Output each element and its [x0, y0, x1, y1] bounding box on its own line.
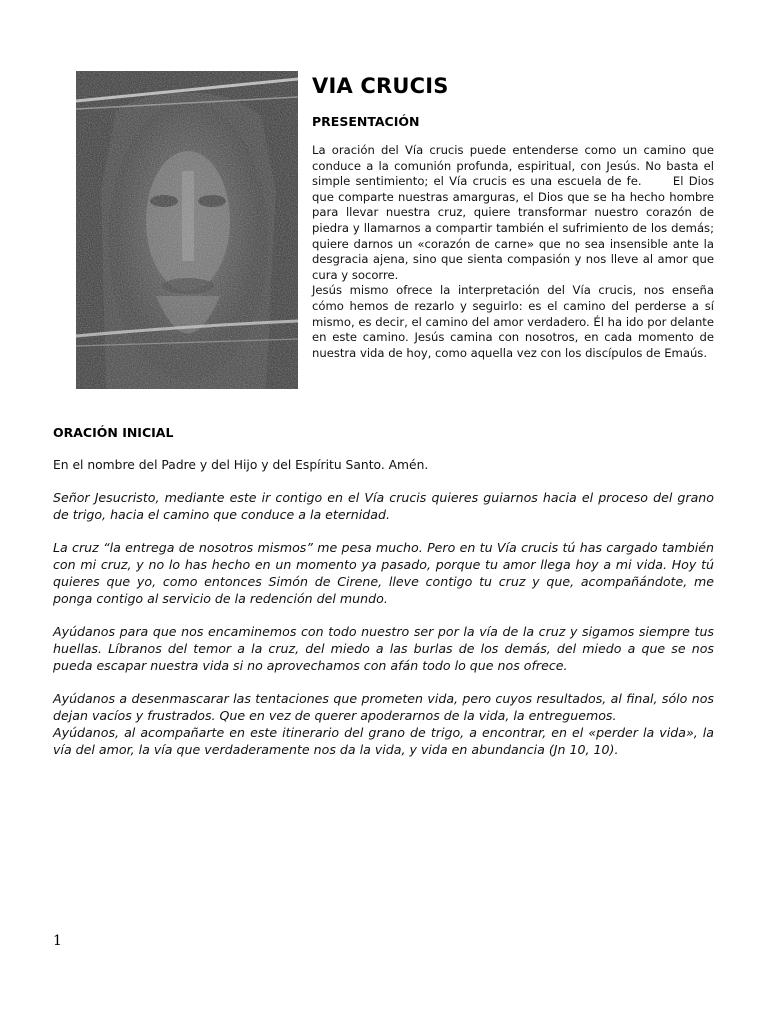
prayer-paragraph: Ayúdanos para que nos encaminemos con todo nuestro ser por la vía de la cruz y sigamos siempre tus huellas. Líbranos del temor a la cruz, del miedo a las burlas de los demás, del miedo a que se nos pueda escapar nuestra vida si no aprovechamos con afán todo lo que nos ofrece. [53, 624, 714, 673]
presentation-paragraph: Jesús mismo ofrece la interpretación del Vía crucis, nos enseña cómo hemos de rezarlo y seguirlo: es el camino del perderse a sí mismo, es decir, el camino del amor verdadero. Él ha ido por delante en este camino. Jesús camina con nosotros, en cada momento de nuestra vida de hoy, como aquella vez con los discípulos de Emaús. [312, 283, 714, 360]
prayer-paragraph: Ayúdanos, al acompañarte en este itinerario del grano de trigo, a encontrar, en el «perder la vida», la vía del amor, la vía que verdaderamente nos da la vida, y vida en abundancia (Jn 10, 10). [53, 725, 714, 757]
presentation-paragraph: La oración del Vía crucis puede entenderse como un camino que conduce a la comunión profunda, espiritual, con Jesús. No basta el simple sentimiento; el Vía crucis es una escuela de fe. El Dios que comparte nuestras amarguras, el Dios que se ha hecho hombre para llevar nuestra cruz, quiere transformar nuestro corazón de piedra y llamarnos a compartir también el sufrimiento de los demás; quiere darnos un «corazón de carne» que no sea insensible ante la desgracia ajena, sino que sienta compasión y nos lleve al amor que cura y socorre. [312, 143, 718, 282]
prayer-text [53, 489, 714, 774]
prayer-paragraph: Señor Jesucristo, mediante este ir contigo en el Vía crucis quieres guiarnos hacia el proceso del grano de trigo, hacia el camino que conduce a la eternidad. [53, 490, 714, 522]
initial-prayer-heading: ORACIÓN INICIAL [53, 425, 174, 440]
prayer-paragraph: Ayúdanos a desenmascarar las tentaciones que prometen vida, pero cuyos resultados, al final, sólo nos dejan vacíos y frustrados. Que en vez de querer apoderarnos de la vida, la entreguemos. [53, 691, 714, 723]
document-title: VIA CRUCIS [312, 74, 449, 98]
page-number: 1 [53, 933, 62, 949]
presentation-heading: PRESENTACIÓN [312, 114, 420, 129]
invocation-text: En el nombre del Padre y del Hijo y del Espíritu Santo. Amén. [53, 458, 429, 472]
presentation-text [312, 143, 718, 361]
shroud-face-photo [76, 71, 298, 389]
prayer-paragraph: La cruz “la entrega de nosotros mismos” me pesa mucho. Pero en tu Vía crucis tú has cargado también con mi cruz, y no lo has hecho en un momento ya pasado, porque tu amor llega hoy a mi vida. Hoy tú quieres que yo, como entonces Simón de Cirene, lleve contigo tu cruz y que, acompañándote, me ponga contigo al servicio de la redención del mundo. [53, 540, 714, 606]
